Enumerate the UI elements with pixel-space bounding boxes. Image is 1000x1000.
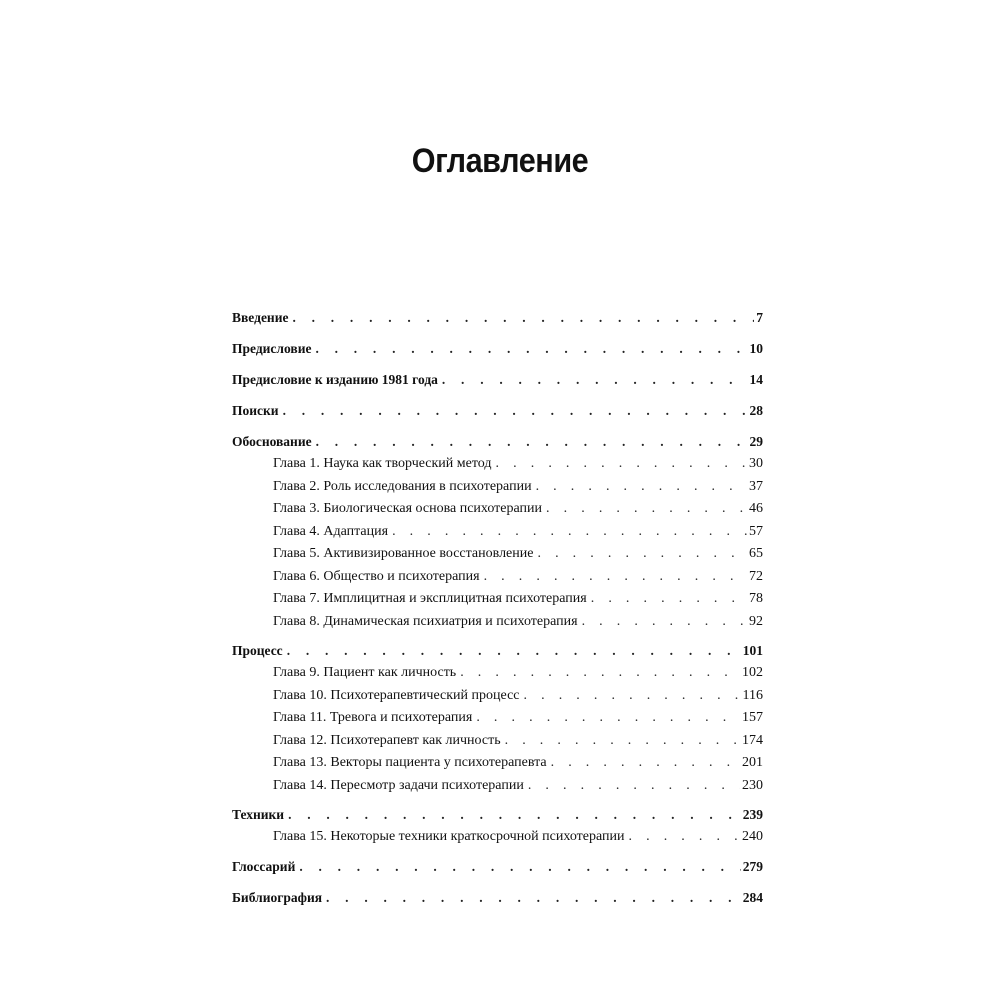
toc-chapter-row [232,498,763,521]
toc-entry-title: Глава 4. Адаптация [273,523,389,539]
toc-page-number: 28 [749,403,763,418]
toc-section-row [232,882,763,913]
toc-chapter-row [232,662,763,685]
toc-page-number: 29 [749,434,763,449]
toc-entry-title: Предисловие [232,341,312,356]
toc-entry-title: Библиография [232,889,323,905]
toc-entry-title: Введение [232,310,289,325]
dot-leader [299,851,740,882]
toc-entry-title: Глава 3. Биологическая основа психотерапии [273,501,543,516]
toc-page-number: 279 [742,858,763,874]
toc-page-number: 284 [742,889,763,905]
dot-leader [524,685,741,708]
toc-page-number: 14 [749,372,763,387]
toc-section-row [232,364,763,395]
toc-page-number: 65 [749,546,763,561]
dot-leader [326,882,741,913]
toc-entry-title: Глава 14. Пересмотр задачи психотерапии [273,777,524,793]
toc-page-number: 46 [749,501,763,516]
dot-leader [292,302,754,333]
dot-leader [629,826,741,849]
toc-entry-title: Глава 5. Активизированное восстановление [273,546,534,561]
dot-leader [582,611,747,634]
toc-page-number: 240 [742,829,763,844]
toc-entry-title: Глава 11. Тревога и психотерапия [273,710,473,725]
toc-chapter-row [232,543,763,566]
toc-entry-title: Глава 6. Общество и психотерапия [273,568,480,584]
toc-page-number: 201 [742,755,763,770]
toc-page-number: 102 [742,665,763,680]
dot-leader [591,588,747,611]
toc-chapter-row [232,752,763,775]
toc-section-row [232,851,763,882]
toc-entry-title: Глава 1. Наука как творческий метод [273,456,492,471]
toc-entry-title: Техники [232,807,285,822]
table-of-contents [232,302,763,913]
toc-page-number: 78 [749,591,763,606]
toc-entry-title: Глава 10. Психотерапевтический процесс [273,687,520,703]
dot-leader [315,333,747,364]
toc-page-number: 92 [749,613,763,629]
dot-leader [528,775,740,798]
dot-leader [442,364,748,395]
toc-chapter-row [232,476,763,499]
toc-page-number: 239 [742,807,763,822]
dot-leader [551,752,740,775]
toc-entry-title: Поиски [232,403,279,418]
toc-entry-title: Предисловие к изданию 1981 года [232,372,438,387]
toc-entry-title: Глава 9. Пациент как личность [273,665,457,680]
dot-leader [537,543,747,566]
dot-leader [536,476,747,499]
toc-entry-title: Глоссарий [232,858,296,874]
toc-chapter-row [232,566,763,589]
toc-chapter-row [232,588,763,611]
toc-chapter-row [232,775,763,798]
toc-chapter-row [232,685,763,708]
dot-leader [392,521,747,544]
page-title: Оглавление [411,142,589,180]
toc-chapter-row [232,826,763,849]
dot-leader [476,707,740,730]
dot-leader [484,566,747,589]
toc-page-number: 37 [749,478,763,494]
toc-page-number: 230 [742,777,763,793]
toc-entry-title: Глава 15. Некоторые техники краткосрочной психотерапии [273,829,625,844]
toc-entry-title: Процесс [232,643,283,658]
toc-page-number: 174 [742,732,763,748]
toc-entry-title: Глава 13. Векторы пациента у психотерапевта [273,755,547,770]
toc-section-row [232,333,763,364]
dot-leader [496,453,747,476]
toc-chapter-row [232,730,763,753]
toc-page-number: 116 [742,687,763,703]
toc-entry-title: Глава 8. Динамическая психиатрия и психотерапия [273,613,578,629]
toc-section-row [232,395,763,426]
dot-leader [460,662,740,685]
toc-entry-title: Глава 12. Психотерапевт как личность [273,732,501,748]
dot-leader [505,730,740,753]
dot-leader [283,395,748,426]
toc-chapter-row [232,707,763,730]
dot-leader [546,498,747,521]
toc-page-number: 30 [749,456,763,471]
toc-page-number: 10 [749,341,763,356]
toc-entry-title: Глава 7. Имплицитная и эксплицитная психотерапия [273,591,587,606]
toc-entry-title: Обоснование [232,434,312,449]
toc-page-number: 57 [749,523,763,539]
toc-page-number: 101 [742,643,763,658]
toc-section-row [232,302,763,333]
toc-page-number: 7 [756,310,763,325]
toc-chapter-row [232,453,763,476]
toc-chapter-row [232,611,763,634]
toc-entry-title: Глава 2. Роль исследования в психотерапии [273,478,532,494]
toc-page-number: 72 [749,568,763,584]
toc-page-number: 157 [742,710,763,725]
toc-chapter-row [232,521,763,544]
